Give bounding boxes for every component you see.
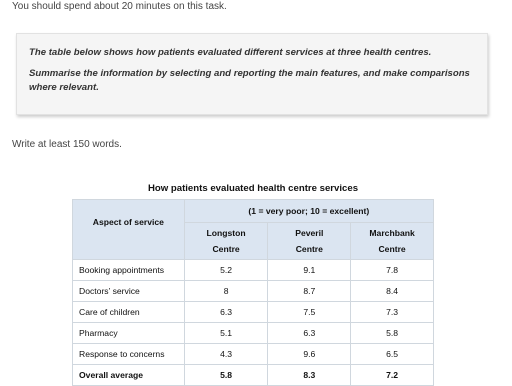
value-cell: 5.1 — [184, 323, 268, 344]
value-cell: 7.3 — [351, 302, 434, 323]
centre-header-marchbank — [351, 223, 434, 260]
centre-header-longston — [184, 223, 268, 260]
value-cell: 5.8 — [351, 323, 434, 344]
value-cell: 9.6 — [268, 344, 351, 365]
health-centre-table — [72, 199, 434, 386]
value-cell: 5.2 — [184, 260, 268, 281]
scale-note: (1 = very poor; 10 = excellent) — [184, 200, 433, 223]
task-description: The table below shows how patients evaluated different services at three health centres. — [29, 47, 432, 58]
centre-name: Peveril — [295, 228, 324, 238]
table-row — [73, 323, 434, 344]
table-row — [73, 260, 434, 281]
aspect-cell: Booking appointments — [73, 260, 185, 281]
centre-suffix: Centre — [295, 244, 323, 254]
value-cell: 7.2 — [351, 365, 434, 386]
task-instruction: Summarise the information by selecting and reporting the main features, and make comparisons where relevant. — [29, 68, 470, 93]
table-row — [73, 281, 434, 302]
value-cell: 6.5 — [351, 344, 434, 365]
aspect-cell: Response to concerns — [73, 344, 185, 365]
table-title: How patients evaluated health centre services — [147, 183, 359, 194]
task-prompt-box — [16, 33, 488, 115]
centre-suffix: Centre — [378, 244, 406, 254]
value-cell: 8.7 — [268, 281, 351, 302]
table-row — [73, 302, 434, 323]
scale-header-row — [73, 200, 434, 223]
value-cell: 8.3 — [268, 365, 351, 386]
overall-average-row — [73, 365, 434, 386]
value-cell: 4.3 — [184, 344, 268, 365]
aspect-cell: Overall average — [73, 365, 185, 386]
value-cell: 6.3 — [268, 323, 351, 344]
aspect-cell: Pharmacy — [73, 323, 185, 344]
value-cell: 7.8 — [351, 260, 434, 281]
value-cell: 8 — [184, 281, 268, 302]
value-cell: 5.8 — [184, 365, 268, 386]
centre-header-peveril — [268, 223, 351, 260]
aspect-cell: Care of children — [73, 302, 185, 323]
aspect-column-header: Aspect of service — [73, 200, 185, 260]
aspect-cell: Doctors’ service — [73, 281, 185, 302]
word-count-instruction: Write at least 150 words. — [12, 139, 122, 150]
centre-suffix: Centre — [212, 244, 240, 254]
value-cell: 9.1 — [268, 260, 351, 281]
value-cell: 7.5 — [268, 302, 351, 323]
value-cell: 6.3 — [184, 302, 268, 323]
table-row — [73, 344, 434, 365]
centre-name: Longston — [206, 228, 246, 238]
value-cell: 8.4 — [351, 281, 434, 302]
centre-name: Marchbank — [369, 228, 415, 238]
task-time-instruction: You should spend about 20 minutes on this task. — [12, 1, 227, 12]
